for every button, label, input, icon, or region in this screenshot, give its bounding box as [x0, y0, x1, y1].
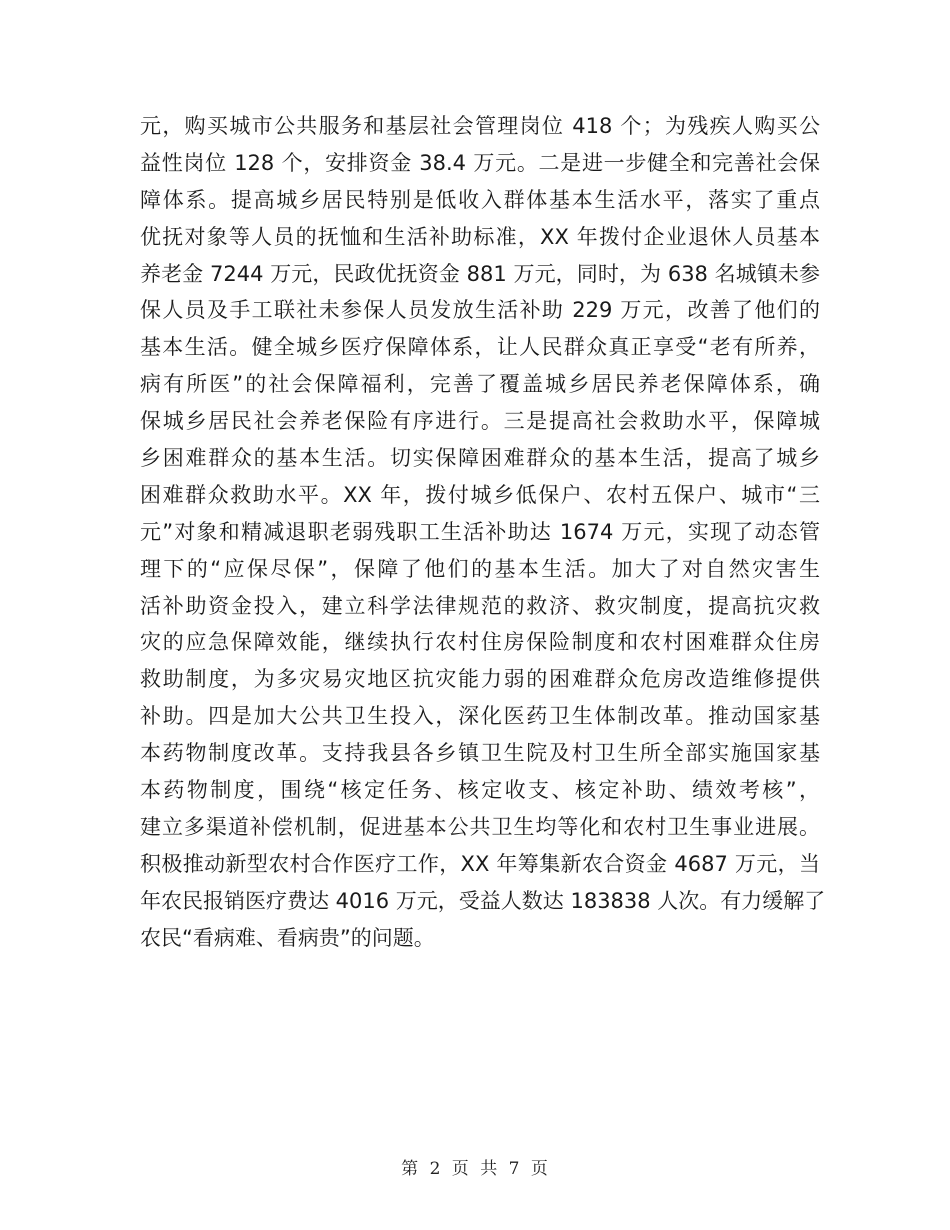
text-line: 障体系。提高城乡居民特别是低收入群体基本生活水平，落实了重点 — [140, 187, 820, 212]
text-line: 建立多渠道补偿机制，促进基本公共卫生均等化和农村卫生事业进展。 — [140, 814, 820, 839]
text-line: 灾的应急保障效能，继续执行农村住房保险制度和农村困难群众住房 — [140, 630, 820, 655]
text-line: 积极推动新型农村合作医疗工作，XX 年筹集新农合资金 4687 万元，当 — [140, 851, 820, 876]
text-line: 补助。四是加大公共卫生投入，深化医药卫生体制改革。推动国家基 — [140, 704, 820, 729]
text-line: 益性岗位 128 个，安排资金 38.4 万元。二是进一步健全和完善社会保 — [140, 150, 820, 175]
body-text — [140, 108, 826, 956]
text-line: 困难群众救助水平。XX 年，拨付城乡低保户、农村五保户、城市“三 — [140, 482, 820, 507]
text-line: 活补助资金投入，建立科学法律规范的救济、救灾制度，提高抗灾救 — [140, 593, 820, 618]
text-line: 本药物制度，围绕“核定任务、核定收支、核定补助、绩效考核”， — [140, 778, 820, 803]
text-line: 理下的“应保尽保”，保障了他们的基本生活。加大了对自然灾害生 — [140, 556, 820, 581]
text-line: 基本生活。健全城乡医疗保障体系，让人民群众真正享受“老有所养， — [140, 335, 820, 360]
text-line: 养老金 7244 万元，民政优抚资金 881 万元，同时，为 638 名城镇未参 — [140, 261, 820, 286]
text-line: 本药物制度改革。支持我县各乡镇卫生院及村卫生所全部实施国家基 — [140, 741, 820, 766]
text-line: 保城乡居民社会养老保险有序进行。三是提高社会救助水平，保障城 — [140, 409, 820, 434]
text-line-last: 农民“看病难、看病贵”的问题。 — [140, 925, 435, 950]
text-line: 优抚对象等人员的抚恤和生活补助标准，XX 年拨付企业退休人员基本 — [140, 224, 820, 249]
page-number-footer: 第 2 页 共 7 页 — [401, 1159, 549, 1179]
text-line: 保人员及手工联社未参保人员发放生活补助 229 万元，改善了他们的 — [140, 298, 820, 323]
text-line: 病有所医”的社会保障福利，完善了覆盖城乡居民养老保障体系，确 — [140, 372, 820, 397]
text-line: 救助制度，为多灾易灾地区抗灾能力弱的困难群众危房改造维修提供 — [140, 667, 820, 692]
text-line: 乡困难群众的基本生活。切实保障困难群众的基本生活，提高了城乡 — [140, 446, 820, 471]
text-line: 元，购买城市公共服务和基层社会管理岗位 418 个；为残疾人购买公 — [140, 114, 820, 138]
text-line: 年农民报销医疗费达 4016 万元，受益人数达 183838 人次。有力缓解了 — [140, 888, 826, 913]
text-line: 元”对象和精减退职老弱残职工生活补助达 1674 万元，实现了动态管 — [140, 519, 820, 544]
